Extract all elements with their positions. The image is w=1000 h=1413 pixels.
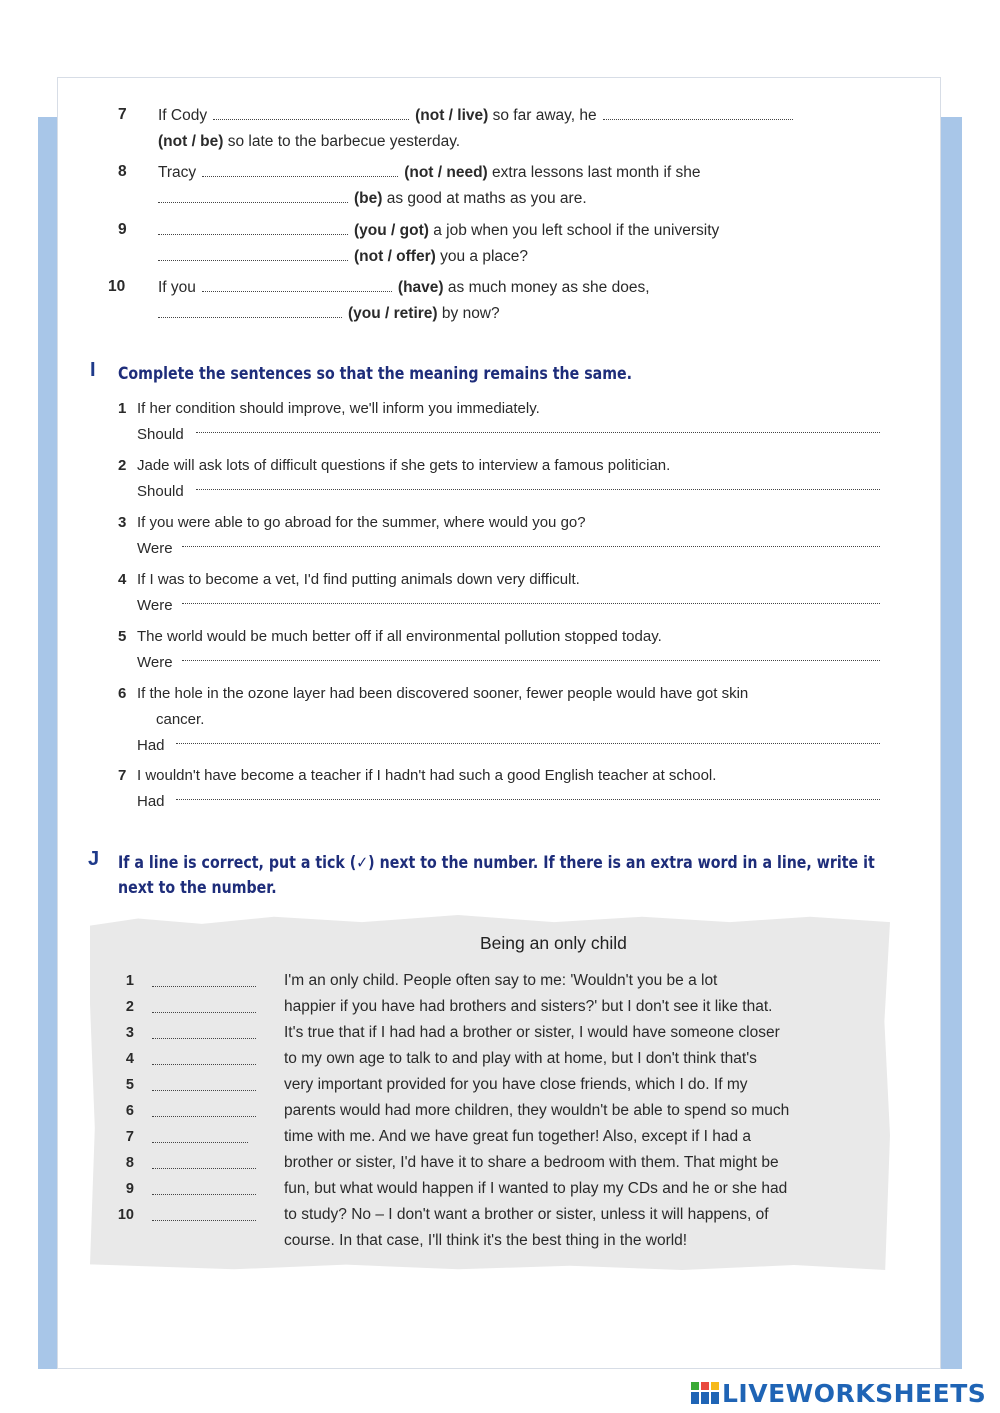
item-number: 9	[118, 221, 127, 238]
story-line: brother or sister, I'd have it to share a bedroom with them. That might be	[284, 1154, 779, 1171]
story-line: happier if you have had brothers and sisters?' but I don't see it like that.	[284, 998, 773, 1015]
answer-blank[interactable]	[202, 173, 398, 177]
story-line: time with me. And we have great fun together! Also, except if I had a	[284, 1128, 751, 1145]
sentence-starter: Were	[137, 540, 173, 557]
item-number: 3	[118, 514, 127, 531]
story-line: course. In that case, I'll think it's the best thing in the world!	[284, 1232, 688, 1249]
liveworksheets-brand-text: LIVEWORKSHEETS	[722, 1378, 987, 1408]
line-number: 10	[117, 1207, 134, 1223]
sentence-starter: Were	[137, 597, 173, 614]
source-sentence: If you were able to go abroad for the summer, where would you go?	[137, 514, 586, 531]
line-number: 5	[125, 1077, 134, 1093]
line-number: 4	[125, 1051, 134, 1067]
story-line: very important provided for you have close friends, which I do. If my	[284, 1076, 748, 1093]
item-8-line-1: Tracy (not / need) extra lessons last month if she	[158, 164, 701, 181]
section-instruction: Complete the sentences so that the meaning remains the same.	[118, 364, 633, 383]
answer-blank[interactable]	[603, 116, 793, 120]
source-sentence: The world would be much better off if all environmental pollution stopped today.	[137, 628, 662, 645]
item-7-line-1: If Cody (not / live) so far away, he	[158, 106, 799, 126]
item-number: 2	[118, 457, 127, 474]
answer-blank[interactable]	[152, 984, 256, 987]
line-number: 9	[125, 1181, 134, 1197]
source-sentence: If her condition should improve, we'll inform you immediately.	[137, 400, 540, 417]
answer-blank[interactable]	[152, 1140, 248, 1143]
story-line: I'm an only child. People often say to me: 'Wouldn't you be a lot	[284, 972, 718, 989]
item-9-line-1: (you / got) a job when you left school if the university	[158, 221, 719, 241]
section-letter: J	[88, 848, 100, 870]
answer-line[interactable]	[196, 487, 880, 490]
line-number: 8	[125, 1155, 134, 1171]
source-sentence: Jade will ask lots of difficult questions if she gets to interview a famous politician.	[137, 457, 671, 474]
item-9-line-2: (not / offer) you a place?	[158, 247, 528, 267]
story-line: fun, but what would happen if I wanted to play my CDs and he or she had	[284, 1180, 788, 1197]
item-number: 4	[118, 571, 127, 588]
answer-blank[interactable]	[158, 231, 348, 235]
item-10-line-1: If you (have) as much money as she does,	[158, 279, 650, 296]
sentence-starter: Had	[137, 737, 165, 754]
item-8-line-2: (be) as good at maths as you are.	[158, 189, 587, 209]
line-number: 1	[125, 973, 134, 989]
sentence-starter: Were	[137, 654, 173, 671]
sentence-starter: Had	[137, 793, 165, 810]
answer-blank[interactable]	[152, 1036, 256, 1039]
liveworksheets-logo[interactable]	[690, 1378, 986, 1408]
answer-line[interactable]	[182, 658, 880, 661]
answer-blank[interactable]	[152, 1088, 256, 1091]
story-line: It's true that if I had had a brother or sister, I would have someone closer	[284, 1024, 780, 1041]
story-title: Being an only child	[480, 933, 627, 953]
sentence-starter: Should	[137, 483, 184, 500]
section-letter: I	[90, 359, 96, 381]
item-10-line-2: (you / retire) by now?	[158, 304, 500, 324]
answer-blank[interactable]	[152, 1192, 256, 1195]
answer-blank[interactable]	[152, 1166, 256, 1169]
item-number: 1	[118, 400, 127, 417]
answer-blank[interactable]	[158, 257, 348, 261]
story-line: parents would had more children, they wouldn't be able to spend so much	[284, 1102, 790, 1119]
item-number: 7	[118, 767, 127, 784]
answer-blank[interactable]	[152, 1114, 256, 1117]
answer-line[interactable]	[182, 601, 880, 604]
source-sentence-continued: cancer.	[156, 711, 205, 728]
answer-line[interactable]	[176, 741, 880, 744]
answer-blank[interactable]	[152, 1062, 256, 1065]
line-number: 7	[125, 1129, 134, 1145]
story-line: to my own age to talk to and play with at home, but I don't think that's	[284, 1050, 757, 1067]
answer-blank[interactable]	[213, 116, 409, 120]
answer-line[interactable]	[176, 797, 880, 800]
source-sentence: If the hole in the ozone layer had been discovered sooner, fewer people would have got skin	[137, 685, 749, 702]
answer-blank[interactable]	[158, 199, 348, 203]
source-sentence: If I was to become a vet, I'd find putting animals down very difficult.	[137, 571, 580, 588]
line-number: 3	[125, 1025, 134, 1041]
line-number: 2	[125, 999, 134, 1015]
item-number: 6	[118, 685, 127, 702]
answer-line[interactable]	[182, 544, 880, 547]
section-instruction: If a line is correct, put a tick (✓) next to the number. If there is an extra word in a line, write it next to the number.	[118, 853, 875, 897]
liveworksheets-logo-icon	[690, 1380, 720, 1406]
answer-blank[interactable]	[158, 314, 342, 318]
story-line: to study? No – I don't want a brother or sister, unless it will happens, of	[284, 1206, 769, 1223]
answer-blank[interactable]	[202, 288, 392, 292]
answer-line[interactable]	[196, 430, 880, 433]
item-number: 7	[118, 106, 127, 123]
item-7-line-2: (not / be) so late to the barbecue yesterday.	[158, 133, 461, 150]
sentence-starter: Should	[137, 426, 184, 443]
item-number: 5	[118, 628, 127, 645]
item-number: 10	[108, 278, 126, 295]
line-number: 6	[125, 1103, 134, 1119]
answer-blank[interactable]	[152, 1218, 256, 1221]
source-sentence: I wouldn't have become a teacher if I hadn't had such a good English teacher at school.	[137, 767, 717, 784]
answer-blank[interactable]	[152, 1010, 256, 1013]
item-number: 8	[118, 163, 127, 180]
